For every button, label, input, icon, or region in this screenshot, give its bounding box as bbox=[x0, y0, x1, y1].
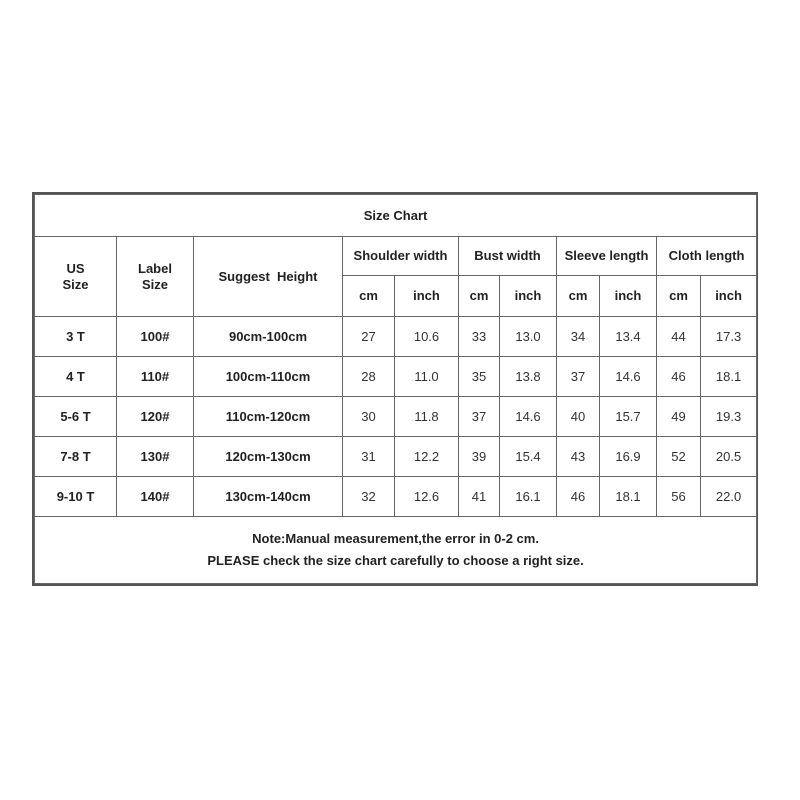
measurement-cell: 16.9 bbox=[600, 437, 657, 477]
unit-header-cm: cm bbox=[343, 276, 395, 317]
size-chart bbox=[32, 192, 758, 586]
unit-header-inch: inch bbox=[701, 276, 757, 317]
measurement-cell: 15.4 bbox=[500, 437, 557, 477]
measurement-cell: 52 bbox=[657, 437, 701, 477]
table-row bbox=[35, 357, 757, 397]
measurement-cell: 33 bbox=[459, 317, 500, 357]
height-cell: 90cm-100cm bbox=[194, 317, 343, 357]
height-cell: 110cm-120cm bbox=[194, 397, 343, 437]
header-us-size-line1: US bbox=[66, 260, 85, 276]
measurement-cell: 37 bbox=[557, 357, 600, 397]
height-cell: 130cm-140cm bbox=[194, 477, 343, 517]
measurement-cell: 35 bbox=[459, 357, 500, 397]
measurement-cell: 43 bbox=[557, 437, 600, 477]
size-table bbox=[34, 194, 757, 584]
header-bust-width: Bust width bbox=[459, 237, 557, 276]
unit-header-inch: inch bbox=[395, 276, 459, 317]
measurement-cell: 46 bbox=[557, 477, 600, 517]
note-measurement: Note:Manual measurement,the error in 0-2 cm. bbox=[252, 531, 539, 546]
header-shoulder-width: Shoulder width bbox=[343, 237, 459, 276]
measurement-cell: 56 bbox=[657, 477, 701, 517]
us-size-cell: 9-10 T bbox=[35, 477, 117, 517]
table-row bbox=[35, 437, 757, 477]
measurement-cell: 30 bbox=[343, 397, 395, 437]
measurement-cell: 12.2 bbox=[395, 437, 459, 477]
measurement-cell: 14.6 bbox=[500, 397, 557, 437]
measurement-cell: 11.0 bbox=[395, 357, 459, 397]
measurement-cell: 39 bbox=[459, 437, 500, 477]
measurement-cell: 13.0 bbox=[500, 317, 557, 357]
measurement-cell: 49 bbox=[657, 397, 701, 437]
measurement-cell: 41 bbox=[459, 477, 500, 517]
measurement-cell: 16.1 bbox=[500, 477, 557, 517]
measurement-cell: 40 bbox=[557, 397, 600, 437]
measurement-cell: 31 bbox=[343, 437, 395, 477]
table-row bbox=[35, 477, 757, 517]
header-us-size bbox=[35, 237, 117, 317]
unit-header-cm: cm bbox=[657, 276, 701, 317]
measurement-cell: 46 bbox=[657, 357, 701, 397]
us-size-cell: 3 T bbox=[35, 317, 117, 357]
header-label-size-line1: Label bbox=[138, 260, 172, 276]
measurement-cell: 32 bbox=[343, 477, 395, 517]
header-cloth-length: Cloth length bbox=[657, 237, 757, 276]
measurement-cell: 13.4 bbox=[600, 317, 657, 357]
us-size-cell: 4 T bbox=[35, 357, 117, 397]
notes-cell bbox=[35, 517, 757, 584]
label-size-cell: 140# bbox=[117, 477, 194, 517]
measurement-cell: 18.1 bbox=[600, 477, 657, 517]
unit-header-cm: cm bbox=[557, 276, 600, 317]
header-us-size-line2: Size bbox=[62, 276, 89, 292]
label-size-cell: 130# bbox=[117, 437, 194, 477]
label-size-cell: 120# bbox=[117, 397, 194, 437]
header-label-size bbox=[117, 237, 194, 317]
height-cell: 120cm-130cm bbox=[194, 437, 343, 477]
header-label-size-line2: Size bbox=[141, 276, 168, 292]
measurement-cell: 34 bbox=[557, 317, 600, 357]
chart-title: Size Chart bbox=[35, 195, 757, 237]
measurement-cell: 13.8 bbox=[500, 357, 557, 397]
measurement-cell: 19.3 bbox=[701, 397, 757, 437]
measurement-cell: 15.7 bbox=[600, 397, 657, 437]
unit-header-inch: inch bbox=[600, 276, 657, 317]
height-cell: 100cm-110cm bbox=[194, 357, 343, 397]
measurement-cell: 11.8 bbox=[395, 397, 459, 437]
unit-header-cm: cm bbox=[459, 276, 500, 317]
measurement-cell: 12.6 bbox=[395, 477, 459, 517]
measurement-cell: 17.3 bbox=[701, 317, 757, 357]
measurement-cell: 10.6 bbox=[395, 317, 459, 357]
us-size-cell: 7-8 T bbox=[35, 437, 117, 477]
measurement-cell: 22.0 bbox=[701, 477, 757, 517]
measurement-cell: 37 bbox=[459, 397, 500, 437]
table-row bbox=[35, 317, 757, 357]
unit-header-inch: inch bbox=[500, 276, 557, 317]
table-row bbox=[35, 397, 757, 437]
measurement-cell: 14.6 bbox=[600, 357, 657, 397]
label-size-cell: 100# bbox=[117, 317, 194, 357]
measurement-cell: 18.1 bbox=[701, 357, 757, 397]
measurement-cell: 27 bbox=[343, 317, 395, 357]
measurement-cell: 20.5 bbox=[701, 437, 757, 477]
header-suggest-height: Suggest Height bbox=[194, 237, 343, 317]
measurement-cell: 28 bbox=[343, 357, 395, 397]
label-size-cell: 110# bbox=[117, 357, 194, 397]
measurement-cell: 44 bbox=[657, 317, 701, 357]
us-size-cell: 5-6 T bbox=[35, 397, 117, 437]
note-check-size: PLEASE check the size chart carefully to choose a right size. bbox=[207, 553, 584, 568]
header-sleeve-length: Sleeve length bbox=[557, 237, 657, 276]
